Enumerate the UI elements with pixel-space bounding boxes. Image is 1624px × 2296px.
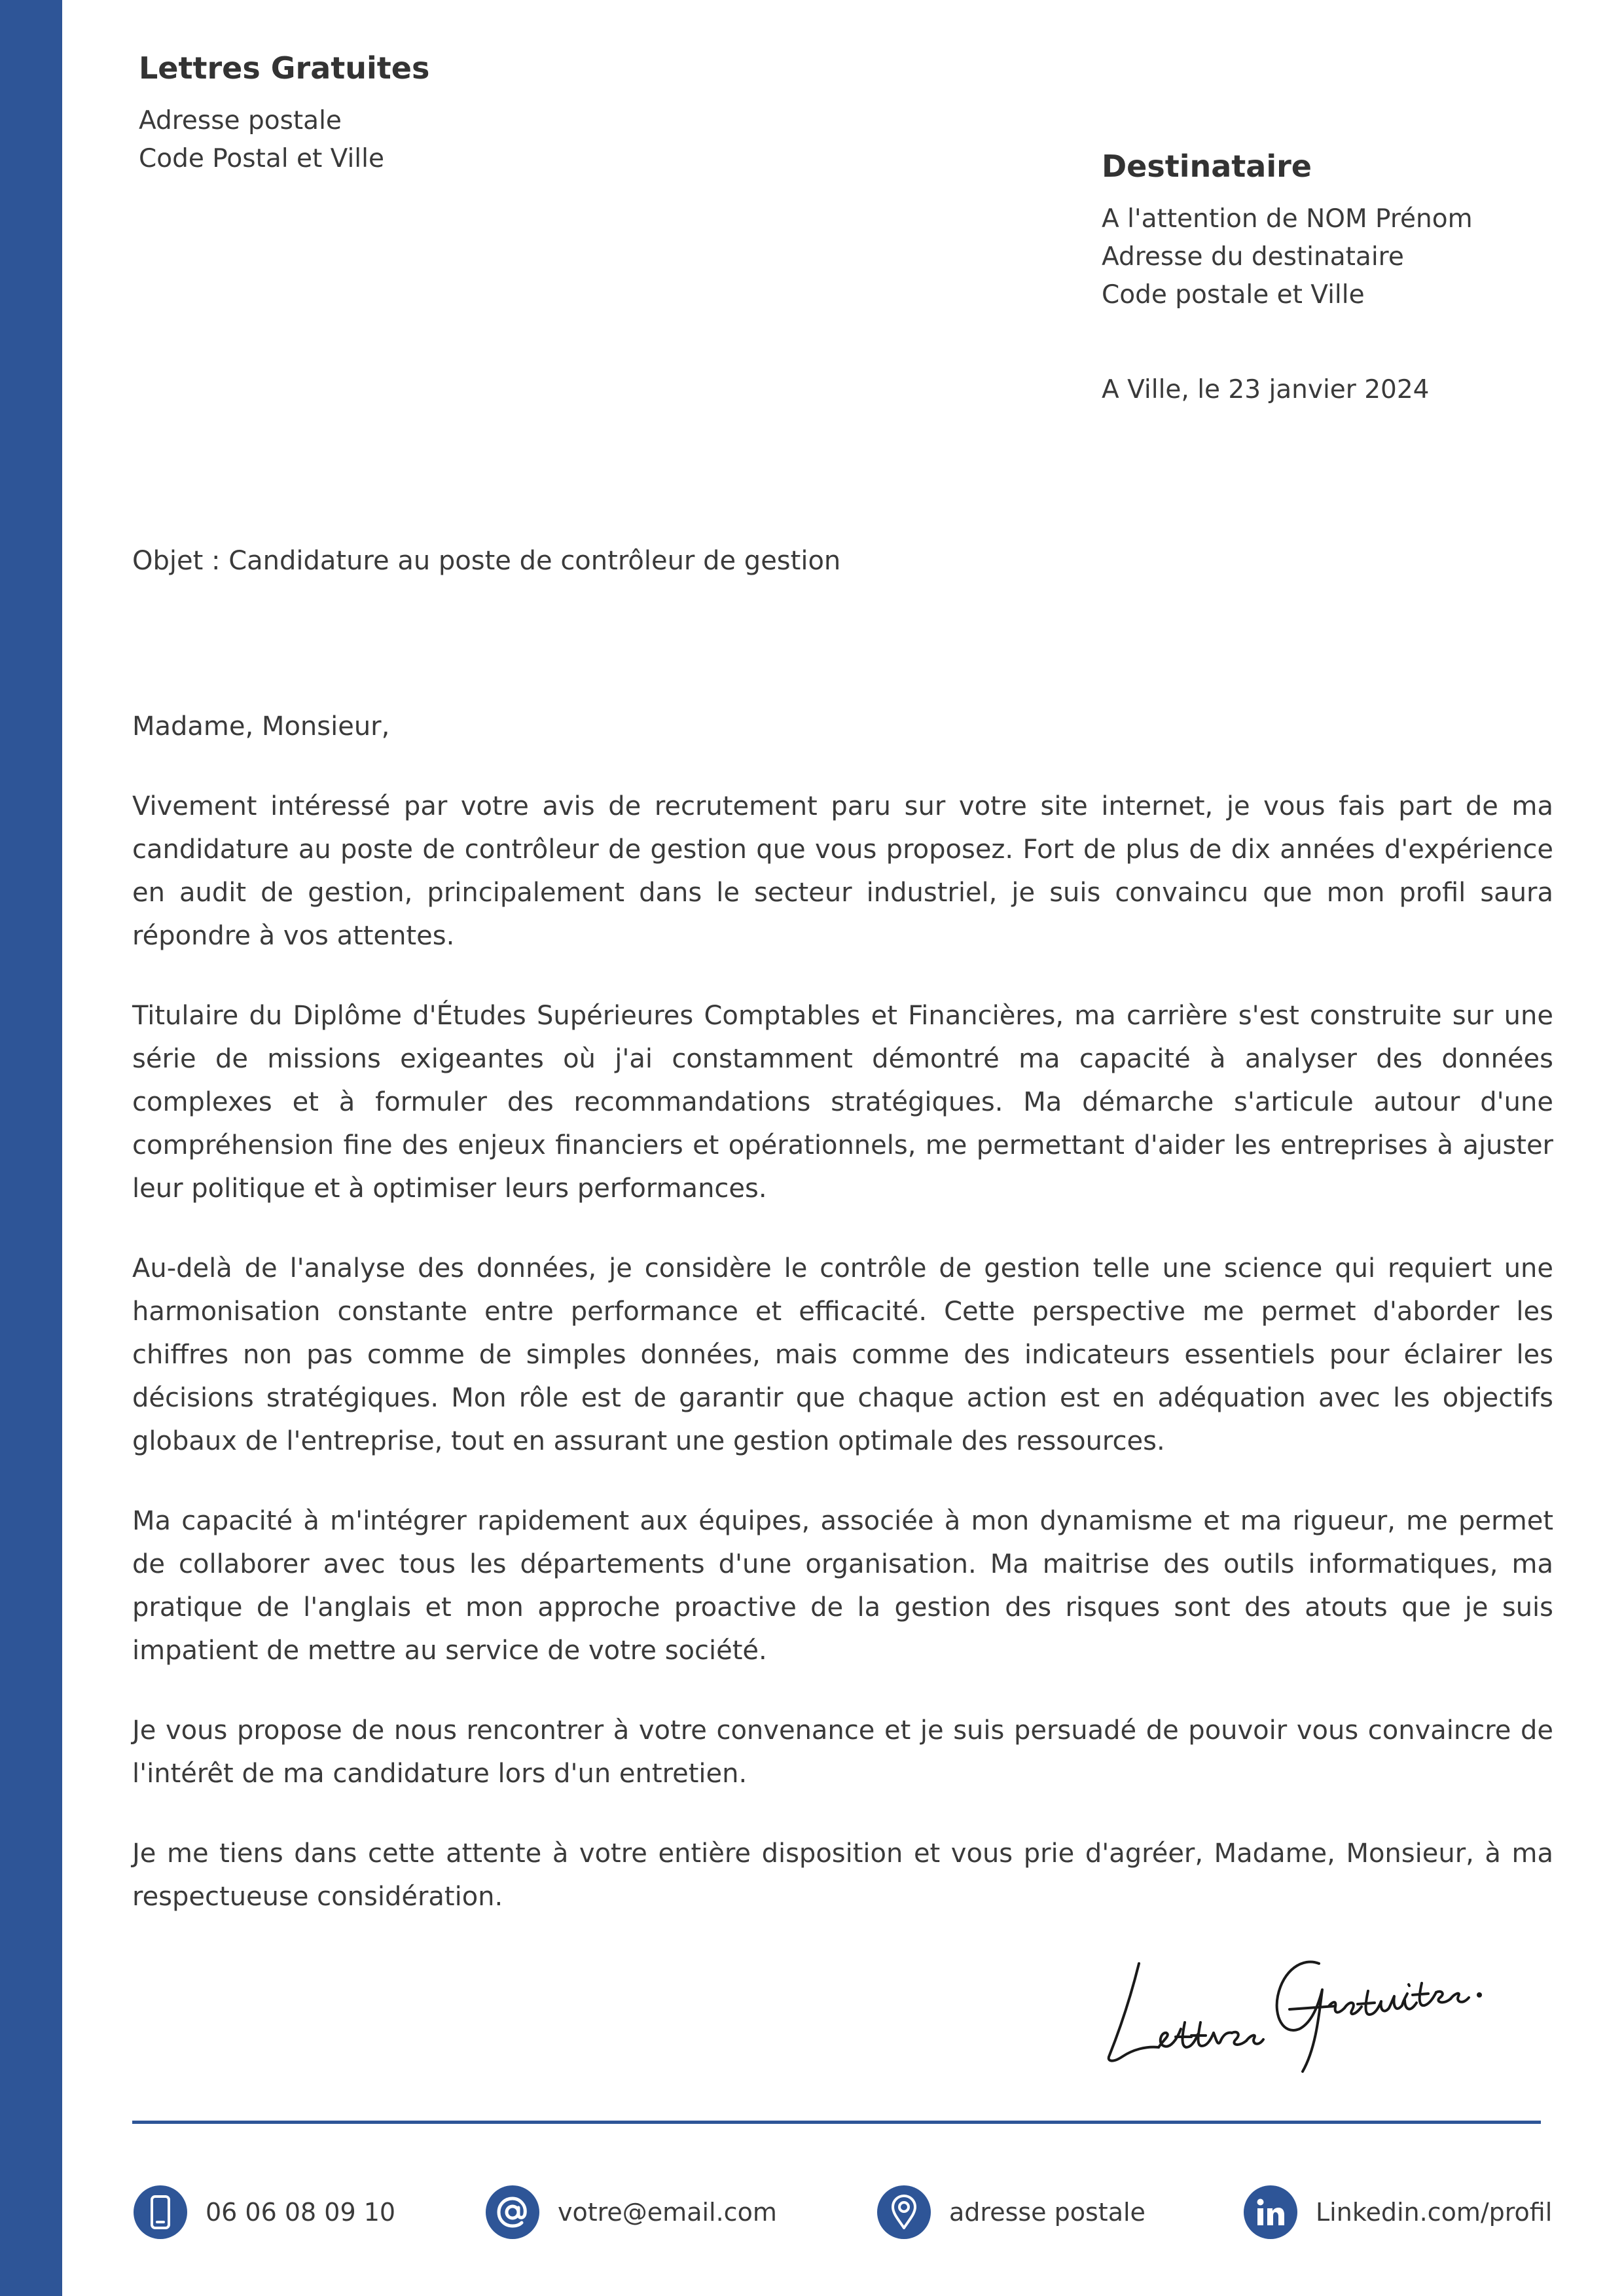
paragraph-3: Au-delà de l'analyse des données, je considère le contrôle de gestion telle une science qui requiert une harmonisation constante entre performance et efficacité. Cette perspective me permet d'aborder les chiffres non pas comme de simples données, mais comme des indicateurs essentiels pour éclairer les décisions stratégiques. Mon rôle est de garantir que chaque action est en adéquation avec les objectifs globaux de l'entreprise, tout en assurant une gestion optimale des ressources. <box>132 1253 1553 1456</box>
paragraph-1: Vivement intéressé par votre avis de recrutement paru sur votre site internet, je vous fais part de ma candidature au poste de contrôleur de gestion que vous proposez. Fort de plus de dix années d'expérience en audit de gestion, principalement dans le secteur industriel, je suis convaincu que mon profil saura répondre à vos attentes. <box>132 791 1553 951</box>
at-sign-icon <box>486 2185 539 2239</box>
sender-city: Code Postal et Ville <box>139 144 384 173</box>
recipient-address: Adresse du destinataire <box>1102 242 1404 272</box>
contact-phone-text: 06 06 08 09 10 <box>206 2198 396 2227</box>
linkedin-icon <box>1244 2185 1297 2239</box>
contact-email[interactable] <box>486 2183 777 2242</box>
phone-icon <box>134 2185 187 2239</box>
contact-address <box>877 2183 1146 2242</box>
recipient-block <box>1102 145 1473 314</box>
paragraph-2: Titulaire du Diplôme d'Études Supérieures Comptables et Financières, ma carrière s'est construite sur une série de missions exigeantes où j'ai constamment démontré ma capacité à analyser des données complexes et à formuler des recommandations stratégiques. Ma démarche s'articule autour d'une compréhension fine des enjeux financiers et opérationnels, me permettant d'aider les entreprises à ajuster leur politique et à optimiser leurs performances. <box>132 1001 1553 1204</box>
handwritten-signature <box>1093 1918 1486 2075</box>
contact-address-text: adresse postale <box>949 2198 1146 2227</box>
sender-address: Adresse postale <box>139 106 342 135</box>
contact-email-text[interactable]: votre@email.com <box>558 2198 777 2227</box>
salutation: Madame, Monsieur, <box>132 711 390 742</box>
letter-date: A Ville, le 23 janvier 2024 <box>1102 375 1430 404</box>
sender-block <box>139 47 429 178</box>
letter-body <box>132 705 1553 1955</box>
recipient-title: Destinataire <box>1102 149 1312 184</box>
side-accent-band <box>0 0 62 2296</box>
sender-name: Lettres Gratuites <box>139 50 430 86</box>
paragraph-6: Je me tiens dans cette attente à votre entière disposition et vous prie d'agréer, Madame, Monsieur, à ma respectueuse considération. <box>132 1839 1553 1912</box>
paragraph-4: Ma capacité à m'intégrer rapidement aux équipes, associée à mon dynamisme et ma rigueur, me permet de collaborer avec tous les départements d'une organisation. Ma maitrise des outils informatiques, ma pratique de l'anglais et mon approche proactive de la gestion des risques sont des atouts que je suis impatient de mettre au service de votre société. <box>132 1506 1553 1666</box>
letter-subject: Objet : Candidature au poste de contrôleur de gestion <box>132 546 841 576</box>
contact-phone <box>134 2183 395 2242</box>
footer-divider <box>132 2121 1541 2124</box>
recipient-city: Code postale et Ville <box>1102 280 1365 310</box>
contact-linkedin-text[interactable]: Linkedin.com/profil <box>1316 2198 1553 2227</box>
paragraph-5: Je vous propose de nous rencontrer à votre convenance et je suis persuadé de pouvoir vous convaincre de l'intérêt de ma candidature lors d'un entretien. <box>132 1715 1553 1789</box>
recipient-attention: A l'attention de NOM Prénom <box>1102 204 1473 234</box>
map-pin-icon <box>877 2185 931 2239</box>
contact-linkedin[interactable] <box>1244 2183 1552 2242</box>
